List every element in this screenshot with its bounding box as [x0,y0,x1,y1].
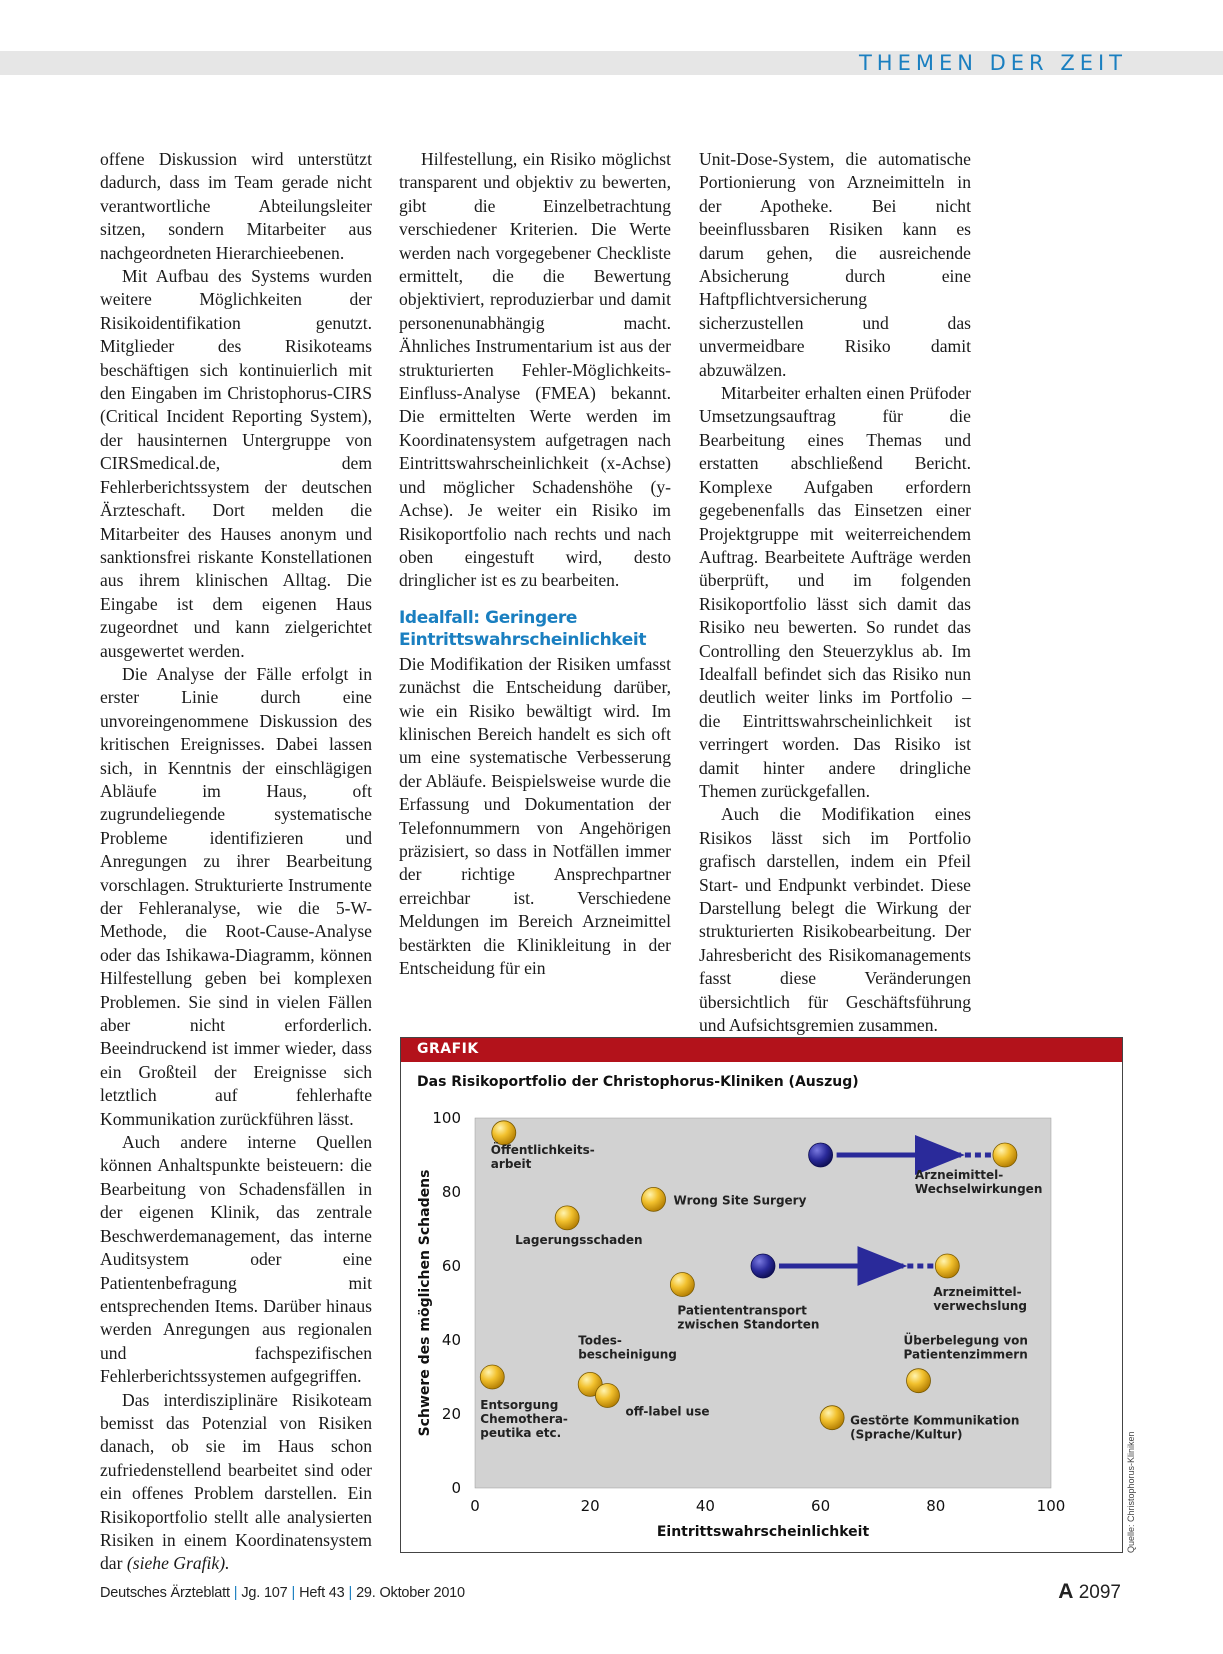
risk-point-label: Gestörte Kommunikation [850,1413,1020,1428]
footer-separator: | [291,1585,296,1601]
risk-point [480,1365,504,1389]
y-axis-label: Schwere des möglichen Schadens [417,1169,433,1437]
risk-point-label: zwischen Standorten [677,1317,820,1332]
footer-separator: | [348,1585,353,1601]
section-title: THEMEN DER ZEIT [858,51,1127,75]
risk-point [555,1206,579,1230]
chart-title: Das Risikoportfolio der Christophorus-Kliniken (Auszug) [417,1074,859,1090]
paragraph: offene Diskussion wird unterstützt dadurch, dass im Team gerade nicht verantwortliche Abteilungsleiter sitzen, sondern Mitarbeiter aus nachgeordneten Hierarchieebenen. [100,149,372,263]
journal-name: Deutsches Ärzteblatt [100,1585,230,1601]
risk-point [642,1187,666,1211]
risk-point-label: Wechselwirkungen [914,1182,1043,1196]
risk-point-label: Patientenzimmern [903,1347,1028,1362]
x-tick-label: 40 [695,1497,715,1515]
risk-point-label: verwechslung [933,1299,1028,1313]
risk-point-label: off-label use [625,1404,710,1419]
y-tick-label: 0 [451,1479,461,1497]
subheading-line: Eintrittswahrscheinlichkeit [399,629,647,650]
paragraph-text: Das interdisziplinäre Risikoteam bemisst das Potenzial von Risiken danach, ob sie im Haus schon zufriedenstellend bearbeitet sind oder ein offenes Problem darstellen. Ein Risikoportfolio stellt alle analysierten Risiken in einem Koordinatensystem dar [100,1389,372,1574]
footer-separator: | [233,1585,238,1601]
text-column-1 [100,148,372,1576]
grafik-panel [400,1037,1123,1553]
x-tick-label: 20 [580,1497,600,1515]
paragraph [100,1389,372,1576]
page-number [1058,1580,1121,1604]
risk-point-label: Chemothera- [480,1412,568,1426]
x-tick-label: 0 [470,1497,480,1515]
issue-date: 29. Oktober 2010 [356,1585,465,1601]
y-tick-label: 100 [432,1109,461,1127]
x-tick-label: 100 [1036,1497,1066,1515]
risk-point [907,1369,931,1393]
y-tick-label: 20 [441,1405,461,1423]
modified-risk-point [751,1254,775,1278]
paragraph: Auch andere interne Quellen können Anhaltspunkte beisteuern: die Bearbeitung von Schadensfällen in der eigenen Klinik, das zentrale Beschwerdemanagement, das interne Auditsystem oder eine Patientenbefragung mit entsprechenden Items. Darüber hinaus werden Anregungen aus regionalen und fachspezifischen Fehlerberichtssystemen aufgegriffen. [100,1132,372,1387]
text-column-2 [399,148,671,980]
risk-point-label: peutika etc. [480,1426,562,1440]
paragraph: Mit Aufbau des Systems wurden weitere Möglichkeiten der Risikoidentifikation genutzt. Mitglieder des Risikoteams beschäftigen sich kontinuierlich mit den Eingaben im Christophorus-CIRS (Critical Incident Reporting System), der hausinternen Untergruppe von CIRSmedical.de, dem Fehlerberichtssystem der deutschen Ärzteschaft. Dort melden die Mitarbeiter des Hauses anonym und sanktionsfrei riskante Konstellationen aus ihrem klinischen Alltag. Die Eingabe ist dem eigenen Haus zugeordnet und kann zielgerichtet ausgewertet werden. [100,266,372,661]
source-note: Quelle: Christophorus-Kliniken [1126,1431,1136,1553]
text-column-3 [699,148,971,1061]
risk-point-label: Arzneimittel- [933,1285,1022,1299]
risk-point-label: bescheinigung [578,1347,677,1362]
risk-point-label: (Sprache/Kultur) [850,1427,963,1442]
paragraph: Unit-Dose-System, die automatische Portionierung von Arzneimitteln in der Apotheke. Bei nicht beeinflussbaren Risiken kann es darum gehen, die ausreichende Absicherung durch eine Haftpflichtversicherung sicherzustellen und das unvermeidbare Risiko damit abzuwälzen. [699,149,971,380]
page-prefix: A [1058,1580,1074,1603]
y-tick-label: 60 [441,1257,461,1275]
footer [100,1585,465,1601]
risk-point-label: Arzneimittel- [914,1168,1004,1182]
risk-point [935,1254,959,1278]
risk-point-label: Überbelegung von [903,1333,1028,1348]
risk-point [492,1121,516,1145]
subheading-line: Idealfall: Geringere [399,607,577,628]
paragraph: Die Analyse der Fälle erfolgt in erster Linie durch eine unvoreingenommene Diskussion des kritischen Ereignisses. Dabei lassen sich, in Kenntnis der einschlägigen Abläufe im Haus, oft zugrundeliegende systematische Probleme identifizieren und Anregungen zu ihrer Bearbeitung vorschlagen. Strukturierte Instrumente der Fehleranalyse, wie die 5-W-Methode, die Root-Cause-Analyse oder das Ishikawa-Diagramm, können Hilfestellung geben bei komplexen Problemen. Sie sind in vielen Fällen aber nicht erforderlich. Beeindruckend ist immer wieder, dass ein Großteil der Ereignisse sich letztlich auf fehlerhafte Kommunikation zurückführen lässt. [100,663,372,1129]
risk-point [820,1406,844,1430]
y-tick-label: 80 [441,1183,461,1201]
risk-point-label: Todes- [578,1333,622,1348]
risk-point-label: Wrong Site Surgery [673,1193,807,1208]
paragraph: Die Modifikation der Risiken umfasst zunächst die Entscheidung darüber, wie ein Risiko bewältigt wird. Im klinischen Bereich handelt es sich oft um eine systematische Verbesserung der Abläufe. Beispielsweise wurde die Erfassung und Dokumentation der Telefonnummern von Angehörigen präzisiert, so dass in Notfällen immer der richtige Ansprechpartner erreichbar ist. Verschiedene Meldungen im Bereich Arzneimittel bestärkten die Klinikleitung in der Entscheidung für ein [399,653,671,978]
paragraph: Hilfestellung, ein Risiko möglichst transparent und objektiv zu bewerten, gibt die Einzelbetrachtung verschiedener Kriterien. Die Werte werden nach vorgegebener Checkliste ermittelt, die die Bewertung objektiviert, reproduzierbar und damit personenunabhängig macht. Ähnliches Instrumentarium ist aus der strukturierten Fehler-Möglichkeits-Einfluss-Analyse (FMEA) bekannt. Die ermittelten Werte werden im Koordinatensystem aufgetragen nach Eintrittswahrscheinlichkeit (x-Achse) und möglicher Schadenshöhe (y-Achse). Je weiter ein Risiko im Risikoportfolio nach rechts und nach oben eingestuft wird, desto dringlicher ist es zu bearbeiten. [399,149,671,591]
figure-reference: (siehe Grafik). [126,1553,230,1574]
paragraph [699,803,971,1037]
risk-point-label: Patiententransport [677,1303,807,1318]
x-tick-label: 80 [926,1497,946,1515]
subheading [399,607,671,651]
page-number-value: 2097 [1078,1582,1121,1603]
paragraph-text: Auch die Modifikation eines Risikos lässt sich im Portfolio grafisch darstellen, indem ein Pfeil Start- und Endpunkt verbindet. Diese Darstellung belegt die Wirkung der strukturierten Risikobearbeitung. Der Jahresbericht des Risikomanagements fasst diese Veränderungen übersichtlich für Geschäftsführung und Aufsichtsgremien zusammen. [699,804,971,1036]
risk-portfolio-chart [401,1038,1122,1552]
y-tick-label: 40 [441,1331,461,1349]
x-axis-label: Eintrittswahrscheinlichkeit [656,1524,870,1540]
risk-point [670,1273,694,1297]
risk-point [993,1143,1017,1167]
issue: Heft 43 [299,1585,345,1601]
modified-risk-point [809,1143,833,1167]
risk-point-label: Lagerungsschaden [515,1232,643,1247]
volume: Jg. 107 [241,1585,288,1601]
risk-point-label: arbeit [490,1156,532,1171]
x-tick-label: 60 [811,1497,831,1515]
paragraph: Mitarbeiter erhalten einen Prüfoder Umsetzungsauftrag für die Bearbeitung eines Themas und erstatten abschließend Bericht. Komplexe Aufgaben erfordern gegebenenfalls das Einsetzen einer Projektgruppe mit weiterreichendem Auftrag. Bearbeitete Aufträge werden überprüft, und im folgenden Risikoportfolio lässt sich damit das Risiko neu bewerten. So rundet das Controlling den Steuerzyklus ab. Im Idealfall befindet sich das Risiko nun deutlich weiter links im Portfolio – die Eintrittswahrscheinlichkeit ist verringert worden. Das Risiko ist damit hinter andere dringliche Themen zurückgefallen. [699,383,971,801]
grafik-label: GRAFIK [417,1041,479,1057]
risk-point-label: Entsorgung [480,1398,559,1412]
risk-point-label: Öffentlichkeits- [490,1142,595,1157]
risk-point [595,1384,619,1408]
